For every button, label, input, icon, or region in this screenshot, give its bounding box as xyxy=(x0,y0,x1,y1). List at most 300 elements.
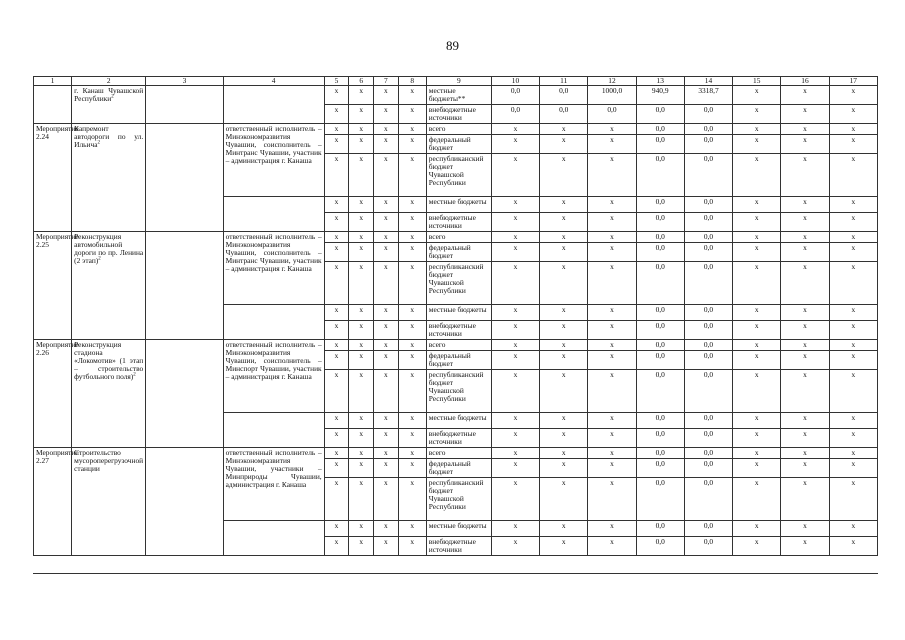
cell-c13: 0,0 xyxy=(636,135,684,154)
cell-source: всего xyxy=(426,124,491,135)
cell-c7: х xyxy=(374,105,399,124)
cell-c6: х xyxy=(349,124,374,135)
cell-c8: х xyxy=(398,448,426,459)
empty-col-3 xyxy=(146,340,223,448)
cell-c12: х xyxy=(588,154,636,197)
cell-c7: х xyxy=(374,154,399,197)
header-col-6: 6 xyxy=(349,77,374,86)
cell-c11: х xyxy=(540,448,588,459)
header-col-11: 11 xyxy=(540,77,588,86)
cell-c15: х xyxy=(733,305,781,321)
cell-c17: х xyxy=(829,537,877,556)
cell-c13: 0,0 xyxy=(636,124,684,135)
cell-c5: х xyxy=(324,413,349,429)
cell-c16: х xyxy=(781,459,829,478)
cell-c13: 0,0 xyxy=(636,429,684,448)
cell-c17: х xyxy=(829,154,877,197)
cell-c12: х xyxy=(588,537,636,556)
cell-source: внебюджетные источники xyxy=(426,321,491,340)
cell-c7: х xyxy=(374,340,399,351)
cell-source: республиканский бюджет Чувашской Республики xyxy=(426,478,491,521)
responsible-empty xyxy=(223,305,324,340)
budget-table xyxy=(33,76,878,556)
cell-c15: х xyxy=(733,459,781,478)
cell-c16: х xyxy=(781,340,829,351)
cell-c17: х xyxy=(829,105,877,124)
responsible xyxy=(223,86,324,124)
cell-source: местные бюджеты xyxy=(426,413,491,429)
cell-c11: 0,0 xyxy=(540,86,588,105)
cell-c10: 0,0 xyxy=(491,86,539,105)
cell-c8: х xyxy=(398,135,426,154)
header-col-3: 3 xyxy=(146,77,223,86)
footnote-mark: 2 xyxy=(98,256,101,262)
measure-name-text: Реконструкция стадиона «Локомотив» (1 этап – строительство футбольного поля) xyxy=(74,340,144,381)
cell-c10: х xyxy=(491,154,539,197)
header-row xyxy=(34,77,878,86)
cell-c6: х xyxy=(349,413,374,429)
cell-c15: х xyxy=(733,232,781,243)
cell-c10: х xyxy=(491,537,539,556)
cell-c16: х xyxy=(781,305,829,321)
cell-c5: х xyxy=(324,243,349,262)
bottom-rule xyxy=(33,573,878,574)
cell-c7: х xyxy=(374,86,399,105)
cell-c15: х xyxy=(733,370,781,413)
cell-c16: х xyxy=(781,537,829,556)
cell-c6: х xyxy=(349,105,374,124)
responsible: ответственный исполнитель – Минэкономразвития Чувашии, соисполнитель – Минтранс Чувашии, участник – администрация г. Канаша xyxy=(223,124,324,197)
cell-c10: х xyxy=(491,135,539,154)
cell-c15: х xyxy=(733,478,781,521)
measure-name-text: Капремонт автодороги по ул. Ильича xyxy=(74,124,144,149)
cell-c7: х xyxy=(374,478,399,521)
cell-c14: 0,0 xyxy=(684,370,732,413)
cell-c5: х xyxy=(324,351,349,370)
cell-c10: х xyxy=(491,232,539,243)
header-col-2: 2 xyxy=(72,77,146,86)
cell-c8: х xyxy=(398,478,426,521)
cell-c8: х xyxy=(398,105,426,124)
cell-c15: х xyxy=(733,86,781,105)
cell-c11: х xyxy=(540,459,588,478)
cell-c7: х xyxy=(374,413,399,429)
cell-c13: 940,9 xyxy=(636,86,684,105)
cell-c14: 0,0 xyxy=(684,321,732,340)
cell-c5: х xyxy=(324,86,349,105)
header-col-7: 7 xyxy=(374,77,399,86)
cell-c6: х xyxy=(349,232,374,243)
footnote-mark: 2 xyxy=(133,372,136,378)
cell-c12: х xyxy=(588,135,636,154)
cell-c5: х xyxy=(324,459,349,478)
header-col-4: 4 xyxy=(223,77,324,86)
cell-c10: х xyxy=(491,197,539,213)
cell-c6: х xyxy=(349,340,374,351)
table-row xyxy=(34,124,878,135)
cell-c8: х xyxy=(398,321,426,340)
cell-c5: х xyxy=(324,537,349,556)
responsible-empty xyxy=(223,521,324,556)
cell-c11: х xyxy=(540,351,588,370)
cell-c11: х xyxy=(540,154,588,197)
cell-c8: х xyxy=(398,124,426,135)
cell-c15: х xyxy=(733,351,781,370)
cell-source: внебюджетные источники xyxy=(426,213,491,232)
cell-c16: х xyxy=(781,478,829,521)
cell-c16: х xyxy=(781,105,829,124)
cell-c10: х xyxy=(491,370,539,413)
measure-name xyxy=(72,448,146,556)
cell-c10: х xyxy=(491,321,539,340)
cell-c8: х xyxy=(398,413,426,429)
cell-c12: х xyxy=(588,262,636,305)
measure-name xyxy=(72,124,146,232)
cell-source: всего xyxy=(426,448,491,459)
cell-c8: х xyxy=(398,459,426,478)
cell-c10: х xyxy=(491,448,539,459)
cell-c13: 0,0 xyxy=(636,305,684,321)
cell-c10: х xyxy=(491,213,539,232)
cell-c8: х xyxy=(398,537,426,556)
cell-c16: х xyxy=(781,232,829,243)
cell-c6: х xyxy=(349,429,374,448)
cell-c16: х xyxy=(781,521,829,537)
cell-c13: 0,0 xyxy=(636,197,684,213)
cell-c16: х xyxy=(781,429,829,448)
cell-source: всего xyxy=(426,232,491,243)
measure-name-text: Реконструкция автомобильной дороги по пр. Ленина (2 этап) xyxy=(74,232,144,265)
cell-c17: х xyxy=(829,232,877,243)
cell-source: внебюджетные источники xyxy=(426,429,491,448)
cell-c6: х xyxy=(349,197,374,213)
cell-c5: х xyxy=(324,135,349,154)
cell-c8: х xyxy=(398,521,426,537)
cell-c12: х xyxy=(588,213,636,232)
cell-c17: х xyxy=(829,124,877,135)
cell-c15: х xyxy=(733,135,781,154)
cell-c8: х xyxy=(398,305,426,321)
cell-c16: х xyxy=(781,197,829,213)
cell-c12: х xyxy=(588,197,636,213)
cell-source: республиканский бюджет Чувашской Республики xyxy=(426,370,491,413)
cell-c6: х xyxy=(349,351,374,370)
cell-c5: х xyxy=(324,197,349,213)
cell-c11: х xyxy=(540,213,588,232)
header-col-12: 12 xyxy=(588,77,636,86)
cell-c17: х xyxy=(829,413,877,429)
cell-c5: х xyxy=(324,305,349,321)
responsible-empty xyxy=(223,197,324,232)
cell-c13: 0,0 xyxy=(636,340,684,351)
cell-c8: х xyxy=(398,86,426,105)
empty-col-3 xyxy=(146,448,223,556)
cell-c6: х xyxy=(349,154,374,197)
cell-c13: 0,0 xyxy=(636,321,684,340)
cell-c11: х xyxy=(540,413,588,429)
cell-c15: х xyxy=(733,124,781,135)
cell-c10: х xyxy=(491,521,539,537)
cell-source: федеральный бюджет xyxy=(426,135,491,154)
cell-c10: х xyxy=(491,243,539,262)
cell-c15: х xyxy=(733,537,781,556)
cell-c8: х xyxy=(398,351,426,370)
cell-c11: х xyxy=(540,478,588,521)
cell-c14: 0,0 xyxy=(684,521,732,537)
cell-c5: х xyxy=(324,124,349,135)
measure-name-text: г. Канаш Чувашской Республики xyxy=(74,86,144,103)
cell-c14: 0,0 xyxy=(684,232,732,243)
cell-c15: х xyxy=(733,262,781,305)
cell-c14: 0,0 xyxy=(684,537,732,556)
cell-c6: х xyxy=(349,370,374,413)
cell-c17: х xyxy=(829,243,877,262)
cell-c10: х xyxy=(491,478,539,521)
cell-c13: 0,0 xyxy=(636,262,684,305)
cell-c12: х xyxy=(588,429,636,448)
cell-c14: 0,0 xyxy=(684,154,732,197)
header-col-9: 9 xyxy=(426,77,491,86)
footnote-mark: 2 xyxy=(97,140,101,146)
measure-code: Мероприятие 2.27 xyxy=(34,448,72,556)
cell-c5: х xyxy=(324,448,349,459)
cell-source: местные бюджеты xyxy=(426,197,491,213)
cell-c12: х xyxy=(588,351,636,370)
cell-c8: х xyxy=(398,197,426,213)
cell-c12: х xyxy=(588,243,636,262)
cell-c12: х xyxy=(588,413,636,429)
cell-source: местные бюджеты xyxy=(426,521,491,537)
cell-c11: х xyxy=(540,429,588,448)
cell-c8: х xyxy=(398,370,426,413)
cell-c8: х xyxy=(398,429,426,448)
cell-c12: х xyxy=(588,448,636,459)
empty-col-3 xyxy=(146,86,223,124)
cell-c17: х xyxy=(829,478,877,521)
table-row xyxy=(34,340,878,351)
cell-c11: х xyxy=(540,537,588,556)
cell-c7: х xyxy=(374,429,399,448)
cell-c16: х xyxy=(781,413,829,429)
cell-c6: х xyxy=(349,86,374,105)
cell-source: федеральный бюджет xyxy=(426,459,491,478)
empty-col-3 xyxy=(146,232,223,340)
cell-c13: 0,0 xyxy=(636,243,684,262)
cell-c15: х xyxy=(733,213,781,232)
cell-c6: х xyxy=(349,478,374,521)
cell-c13: 0,0 xyxy=(636,521,684,537)
cell-c8: х xyxy=(398,243,426,262)
cell-c13: 0,0 xyxy=(636,213,684,232)
cell-c12: х xyxy=(588,305,636,321)
cell-c7: х xyxy=(374,135,399,154)
cell-c8: х xyxy=(398,262,426,305)
cell-c7: х xyxy=(374,197,399,213)
cell-c10: х xyxy=(491,459,539,478)
cell-c14: 0,0 xyxy=(684,340,732,351)
cell-c16: х xyxy=(781,321,829,340)
cell-c11: х xyxy=(540,321,588,340)
cell-c10: х xyxy=(491,413,539,429)
cell-c15: х xyxy=(733,429,781,448)
cell-c14: 0,0 xyxy=(684,459,732,478)
cell-c17: х xyxy=(829,321,877,340)
header-col-1: 1 xyxy=(34,77,72,86)
page-number: 89 xyxy=(446,38,459,53)
cell-c16: х xyxy=(781,213,829,232)
cell-c14: 0,0 xyxy=(684,124,732,135)
cell-c12: х xyxy=(588,521,636,537)
cell-c10: х xyxy=(491,305,539,321)
cell-c11: х xyxy=(540,305,588,321)
cell-c11: х xyxy=(540,340,588,351)
cell-c10: х xyxy=(491,429,539,448)
cell-c17: х xyxy=(829,135,877,154)
cell-c12: х xyxy=(588,232,636,243)
cell-c14: 0,0 xyxy=(684,448,732,459)
cell-c15: х xyxy=(733,154,781,197)
cell-c13: 0,0 xyxy=(636,351,684,370)
cell-c6: х xyxy=(349,448,374,459)
cell-c10: х xyxy=(491,262,539,305)
cell-c17: х xyxy=(829,521,877,537)
cell-c7: х xyxy=(374,521,399,537)
cell-source: местные бюджеты xyxy=(426,305,491,321)
cell-c7: х xyxy=(374,448,399,459)
cell-c11: х xyxy=(540,197,588,213)
header-col-8: 8 xyxy=(398,77,426,86)
cell-c7: х xyxy=(374,124,399,135)
cell-c7: х xyxy=(374,232,399,243)
header-col-10: 10 xyxy=(491,77,539,86)
cell-c11: 0,0 xyxy=(540,105,588,124)
cell-c12: х xyxy=(588,459,636,478)
measure-code xyxy=(34,86,72,124)
cell-c14: 0,0 xyxy=(684,429,732,448)
cell-c16: х xyxy=(781,262,829,305)
cell-c14: 0,0 xyxy=(684,351,732,370)
cell-c17: х xyxy=(829,340,877,351)
cell-c12: х xyxy=(588,478,636,521)
cell-c6: х xyxy=(349,521,374,537)
cell-c17: х xyxy=(829,213,877,232)
cell-c5: х xyxy=(324,321,349,340)
cell-c16: х xyxy=(781,154,829,197)
responsible: ответственный исполнитель – Минэкономразвития Чувашии, соисполнитель – Минспорт Чувашии, участник – администрация г. Канаша xyxy=(223,340,324,413)
cell-c8: х xyxy=(398,154,426,197)
responsible-empty xyxy=(223,413,324,448)
table-row xyxy=(34,232,878,243)
cell-c13: 0,0 xyxy=(636,537,684,556)
cell-c16: х xyxy=(781,370,829,413)
header-col-5: 5 xyxy=(324,77,349,86)
cell-c17: х xyxy=(829,262,877,305)
cell-c17: х xyxy=(829,448,877,459)
responsible: ответственный исполнитель – Минэкономразвития Чувашии, соисполнитель – Минтранс Чувашии, участник – администрация г. Канаша xyxy=(223,232,324,305)
cell-c15: х xyxy=(733,321,781,340)
cell-c15: х xyxy=(733,340,781,351)
cell-c15: х xyxy=(733,105,781,124)
cell-c7: х xyxy=(374,459,399,478)
cell-c7: х xyxy=(374,305,399,321)
cell-c12: х xyxy=(588,340,636,351)
cell-c17: х xyxy=(829,86,877,105)
cell-c14: 0,0 xyxy=(684,478,732,521)
measure-name xyxy=(72,232,146,340)
cell-c16: х xyxy=(781,243,829,262)
cell-source: внебюджетные источники xyxy=(426,537,491,556)
cell-c13: 0,0 xyxy=(636,459,684,478)
cell-c17: х xyxy=(829,459,877,478)
measure-name-text: Строительство мусороперегрузочной станции xyxy=(74,448,144,473)
cell-c7: х xyxy=(374,321,399,340)
cell-c7: х xyxy=(374,370,399,413)
cell-c15: х xyxy=(733,521,781,537)
cell-c13: 0,0 xyxy=(636,413,684,429)
cell-source: республиканский бюджет Чувашской Республики xyxy=(426,154,491,197)
cell-source: всего xyxy=(426,340,491,351)
cell-c14: 0,0 xyxy=(684,105,732,124)
cell-c11: х xyxy=(540,135,588,154)
cell-c6: х xyxy=(349,135,374,154)
cell-c5: х xyxy=(324,429,349,448)
header-col-15: 15 xyxy=(733,77,781,86)
measure-code: Мероприятие 2.24 xyxy=(34,124,72,232)
cell-c5: х xyxy=(324,262,349,305)
measure-code: Мероприятие 2.26 xyxy=(34,340,72,448)
cell-c11: х xyxy=(540,521,588,537)
cell-c12: 0,0 xyxy=(588,105,636,124)
header-col-14: 14 xyxy=(684,77,732,86)
cell-c16: х xyxy=(781,124,829,135)
header-col-17: 17 xyxy=(829,77,877,86)
cell-c7: х xyxy=(374,262,399,305)
cell-c10: х xyxy=(491,340,539,351)
table-row xyxy=(34,86,878,105)
measure-name xyxy=(72,340,146,448)
cell-c10: 0,0 xyxy=(491,105,539,124)
header-col-16: 16 xyxy=(781,77,829,86)
cell-c5: х xyxy=(324,232,349,243)
cell-c14: 0,0 xyxy=(684,262,732,305)
cell-c7: х xyxy=(374,243,399,262)
cell-c14: 0,0 xyxy=(684,197,732,213)
table-header xyxy=(34,77,878,86)
cell-c6: х xyxy=(349,537,374,556)
cell-c5: х xyxy=(324,478,349,521)
cell-c12: х xyxy=(588,124,636,135)
measure-name xyxy=(72,86,146,124)
cell-c15: х xyxy=(733,413,781,429)
cell-source: федеральный бюджет xyxy=(426,243,491,262)
cell-c6: х xyxy=(349,321,374,340)
cell-c15: х xyxy=(733,197,781,213)
cell-c12: 1000,0 xyxy=(588,86,636,105)
header-col-13: 13 xyxy=(636,77,684,86)
cell-c15: х xyxy=(733,448,781,459)
footnote-mark: 2 xyxy=(111,94,114,100)
cell-c5: х xyxy=(324,154,349,197)
cell-c17: х xyxy=(829,305,877,321)
cell-c14: 0,0 xyxy=(684,243,732,262)
cell-c10: х xyxy=(491,124,539,135)
cell-c17: х xyxy=(829,197,877,213)
cell-source: республиканский бюджет Чувашской Республики xyxy=(426,262,491,305)
cell-c14: 0,0 xyxy=(684,305,732,321)
cell-c5: х xyxy=(324,340,349,351)
empty-col-3 xyxy=(146,124,223,232)
cell-c14: 0,0 xyxy=(684,413,732,429)
